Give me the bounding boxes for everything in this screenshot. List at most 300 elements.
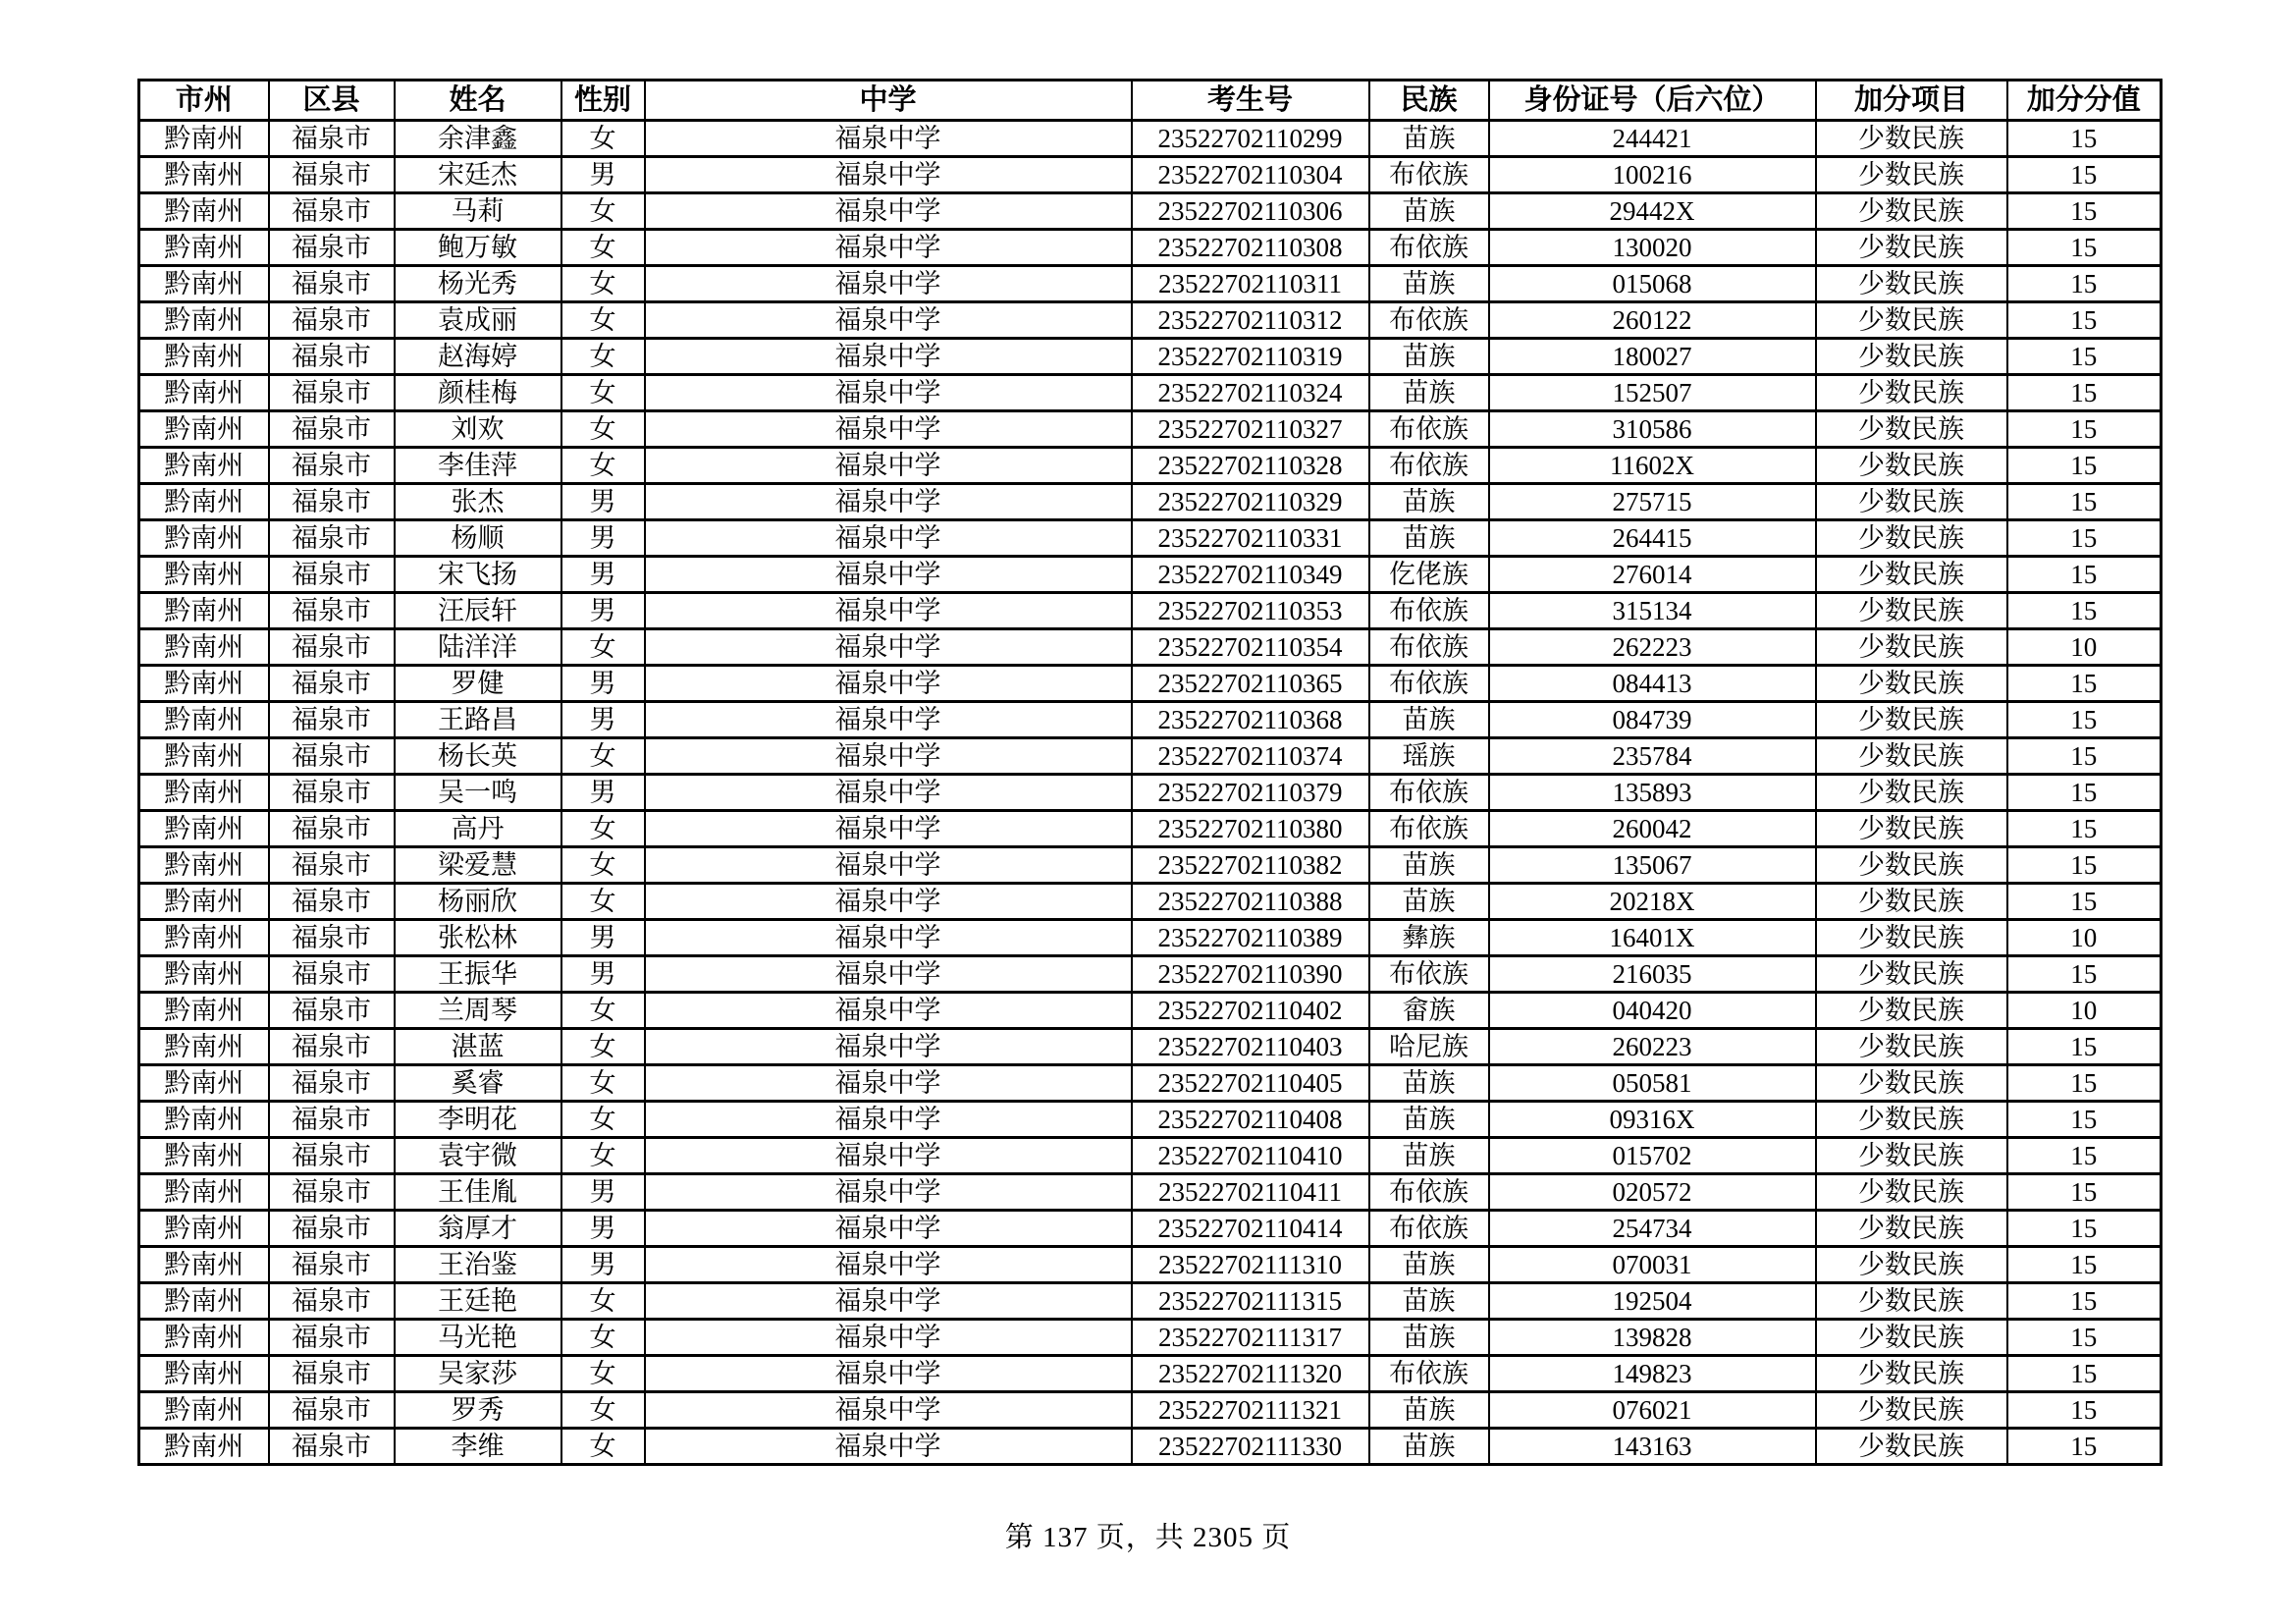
cell-prefecture: 黔南州 <box>139 557 269 593</box>
cell-gender: 女 <box>561 448 645 484</box>
cell-candidate-number: 23522702110304 <box>1132 157 1369 193</box>
cell-ethnicity: 苗族 <box>1369 1320 1489 1356</box>
cell-county: 福泉市 <box>269 339 395 375</box>
cell-student-name: 吴家莎 <box>395 1356 561 1392</box>
cell-bonus-points: 15 <box>2007 1138 2162 1174</box>
cell-id-last-six: 192504 <box>1489 1283 1816 1320</box>
cell-bonus-item: 少数民族 <box>1816 956 2007 993</box>
cell-prefecture: 黔南州 <box>139 738 269 775</box>
cell-candidate-number: 23522702111317 <box>1132 1320 1369 1356</box>
table-row <box>139 448 2162 484</box>
cell-ethnicity: 苗族 <box>1369 193 1489 230</box>
cell-prefecture: 黔南州 <box>139 920 269 956</box>
cell-bonus-points: 15 <box>2007 1065 2162 1102</box>
column-header-gender: 性别 <box>561 81 645 121</box>
cell-ethnicity: 布依族 <box>1369 593 1489 629</box>
cell-gender: 女 <box>561 1356 645 1392</box>
cell-gender: 女 <box>561 411 645 448</box>
cell-ethnicity: 苗族 <box>1369 1392 1489 1429</box>
cell-gender: 女 <box>561 230 645 266</box>
table-row <box>139 1356 2162 1392</box>
cell-bonus-item: 少数民族 <box>1816 375 2007 411</box>
cell-student-name: 鲍万敏 <box>395 230 561 266</box>
cell-county: 福泉市 <box>269 520 395 557</box>
cell-ethnicity: 布依族 <box>1369 157 1489 193</box>
cell-ethnicity: 布依族 <box>1369 775 1489 811</box>
cell-bonus-item: 少数民族 <box>1816 1102 2007 1138</box>
cell-bonus-item: 少数民族 <box>1816 666 2007 702</box>
cell-prefecture: 黔南州 <box>139 956 269 993</box>
cell-student-name: 宋廷杰 <box>395 157 561 193</box>
cell-bonus-points: 15 <box>2007 1356 2162 1392</box>
cell-prefecture: 黔南州 <box>139 1174 269 1211</box>
cell-county: 福泉市 <box>269 1102 395 1138</box>
cell-id-last-six: 244421 <box>1489 121 1816 157</box>
cell-school: 福泉中学 <box>645 884 1132 920</box>
table-row <box>139 484 2162 520</box>
cell-student-name: 李佳萍 <box>395 448 561 484</box>
cell-prefecture: 黔南州 <box>139 266 269 302</box>
cell-id-last-six: 315134 <box>1489 593 1816 629</box>
cell-ethnicity: 布依族 <box>1369 1356 1489 1392</box>
cell-bonus-item: 少数民族 <box>1816 1211 2007 1247</box>
table-row <box>139 884 2162 920</box>
column-header-candidate-number: 考生号 <box>1132 81 1369 121</box>
cell-prefecture: 黔南州 <box>139 993 269 1029</box>
cell-student-name: 王振华 <box>395 956 561 993</box>
cell-ethnicity: 苗族 <box>1369 884 1489 920</box>
cell-id-last-six: 235784 <box>1489 738 1816 775</box>
table-row <box>139 593 2162 629</box>
cell-id-last-six: 015702 <box>1489 1138 1816 1174</box>
cell-county: 福泉市 <box>269 193 395 230</box>
cell-id-last-six: 20218X <box>1489 884 1816 920</box>
cell-gender: 男 <box>561 557 645 593</box>
cell-id-last-six: 100216 <box>1489 157 1816 193</box>
cell-bonus-item: 少数民族 <box>1816 1138 2007 1174</box>
cell-id-last-six: 040420 <box>1489 993 1816 1029</box>
cell-gender: 女 <box>561 738 645 775</box>
cell-student-name: 湛蓝 <box>395 1029 561 1065</box>
cell-county: 福泉市 <box>269 956 395 993</box>
cell-county: 福泉市 <box>269 811 395 847</box>
cell-bonus-item: 少数民族 <box>1816 738 2007 775</box>
cell-candidate-number: 23522702110405 <box>1132 1065 1369 1102</box>
cell-id-last-six: 135893 <box>1489 775 1816 811</box>
cell-student-name: 翁厚才 <box>395 1211 561 1247</box>
cell-gender: 女 <box>561 629 645 666</box>
cell-ethnicity: 仡佬族 <box>1369 557 1489 593</box>
cell-bonus-item: 少数民族 <box>1816 629 2007 666</box>
cell-prefecture: 黔南州 <box>139 702 269 738</box>
table-row <box>139 666 2162 702</box>
cell-id-last-six: 076021 <box>1489 1392 1816 1429</box>
cell-bonus-item: 少数民族 <box>1816 1392 2007 1429</box>
cell-bonus-item: 少数民族 <box>1816 448 2007 484</box>
cell-school: 福泉中学 <box>645 1247 1132 1283</box>
table-row <box>139 121 2162 157</box>
cell-ethnicity: 苗族 <box>1369 1065 1489 1102</box>
cell-ethnicity: 布依族 <box>1369 811 1489 847</box>
cell-bonus-item: 少数民族 <box>1816 920 2007 956</box>
cell-county: 福泉市 <box>269 884 395 920</box>
cell-prefecture: 黔南州 <box>139 1320 269 1356</box>
cell-bonus-item: 少数民族 <box>1816 993 2007 1029</box>
cell-county: 福泉市 <box>269 484 395 520</box>
table-row <box>139 1429 2162 1465</box>
cell-gender: 男 <box>561 1174 645 1211</box>
cell-prefecture: 黔南州 <box>139 121 269 157</box>
cell-student-name: 杨顺 <box>395 520 561 557</box>
cell-bonus-item: 少数民族 <box>1816 157 2007 193</box>
cell-candidate-number: 23522702110353 <box>1132 593 1369 629</box>
cell-id-last-six: 015068 <box>1489 266 1816 302</box>
cell-candidate-number: 23522702110379 <box>1132 775 1369 811</box>
cell-school: 福泉中学 <box>645 593 1132 629</box>
cell-bonus-points: 15 <box>2007 1429 2162 1465</box>
cell-school: 福泉中学 <box>645 1029 1132 1065</box>
cell-county: 福泉市 <box>269 1211 395 1247</box>
cell-prefecture: 黔南州 <box>139 775 269 811</box>
cell-gender: 男 <box>561 593 645 629</box>
cell-id-last-six: 254734 <box>1489 1211 1816 1247</box>
cell-school: 福泉中学 <box>645 230 1132 266</box>
cell-bonus-item: 少数民族 <box>1816 1029 2007 1065</box>
cell-id-last-six: 070031 <box>1489 1247 1816 1283</box>
cell-gender: 女 <box>561 1138 645 1174</box>
column-header-prefecture: 市州 <box>139 81 269 121</box>
cell-prefecture: 黔南州 <box>139 1138 269 1174</box>
cell-id-last-six: 276014 <box>1489 557 1816 593</box>
cell-school: 福泉中学 <box>645 302 1132 339</box>
cell-id-last-six: 180027 <box>1489 339 1816 375</box>
cell-candidate-number: 23522702110388 <box>1132 884 1369 920</box>
cell-gender: 女 <box>561 302 645 339</box>
cell-id-last-six: 216035 <box>1489 956 1816 993</box>
cell-county: 福泉市 <box>269 157 395 193</box>
cell-bonus-points: 15 <box>2007 1174 2162 1211</box>
cell-county: 福泉市 <box>269 920 395 956</box>
cell-ethnicity: 苗族 <box>1369 520 1489 557</box>
cell-student-name: 张杰 <box>395 484 561 520</box>
cell-bonus-item: 少数民族 <box>1816 557 2007 593</box>
cell-gender: 男 <box>561 484 645 520</box>
cell-prefecture: 黔南州 <box>139 1247 269 1283</box>
cell-bonus-item: 少数民族 <box>1816 1283 2007 1320</box>
cell-bonus-points: 15 <box>2007 339 2162 375</box>
cell-bonus-item: 少数民族 <box>1816 1320 2007 1356</box>
cell-county: 福泉市 <box>269 448 395 484</box>
cell-county: 福泉市 <box>269 1029 395 1065</box>
cell-school: 福泉中学 <box>645 520 1132 557</box>
cell-school: 福泉中学 <box>645 666 1132 702</box>
cell-gender: 女 <box>561 1102 645 1138</box>
cell-bonus-item: 少数民族 <box>1816 702 2007 738</box>
cell-student-name: 颜桂梅 <box>395 375 561 411</box>
cell-school: 福泉中学 <box>645 993 1132 1029</box>
cell-school: 福泉中学 <box>645 1392 1132 1429</box>
cell-bonus-item: 少数民族 <box>1816 411 2007 448</box>
table-row <box>139 1102 2162 1138</box>
table-row <box>139 847 2162 884</box>
page-number-footer: 第 137 页，共 2305 页 <box>1004 1522 1292 1553</box>
table-row <box>139 956 2162 993</box>
cell-ethnicity: 苗族 <box>1369 339 1489 375</box>
cell-prefecture: 黔南州 <box>139 847 269 884</box>
cell-school: 福泉中学 <box>645 702 1132 738</box>
cell-county: 福泉市 <box>269 1065 395 1102</box>
cell-student-name: 高丹 <box>395 811 561 847</box>
cell-student-name: 宋飞扬 <box>395 557 561 593</box>
cell-bonus-points: 15 <box>2007 666 2162 702</box>
cell-bonus-points: 15 <box>2007 411 2162 448</box>
cell-candidate-number: 23522702110410 <box>1132 1138 1369 1174</box>
cell-id-last-six: 149823 <box>1489 1356 1816 1392</box>
cell-ethnicity: 瑶族 <box>1369 738 1489 775</box>
cell-id-last-six: 050581 <box>1489 1065 1816 1102</box>
column-header-student-name: 姓名 <box>395 81 561 121</box>
cell-prefecture: 黔南州 <box>139 230 269 266</box>
cell-ethnicity: 布依族 <box>1369 1211 1489 1247</box>
cell-school: 福泉中学 <box>645 448 1132 484</box>
cell-candidate-number: 23522702110349 <box>1132 557 1369 593</box>
cell-student-name: 余津鑫 <box>395 121 561 157</box>
cell-gender: 女 <box>561 193 645 230</box>
cell-gender: 男 <box>561 920 645 956</box>
cell-school: 福泉中学 <box>645 1429 1132 1465</box>
cell-bonus-item: 少数民族 <box>1816 593 2007 629</box>
cell-prefecture: 黔南州 <box>139 1283 269 1320</box>
cell-gender: 男 <box>561 1211 645 1247</box>
cell-bonus-points: 10 <box>2007 993 2162 1029</box>
cell-candidate-number: 23522702111330 <box>1132 1429 1369 1465</box>
cell-bonus-points: 15 <box>2007 557 2162 593</box>
cell-gender: 男 <box>561 1247 645 1283</box>
cell-gender: 女 <box>561 266 645 302</box>
cell-gender: 男 <box>561 775 645 811</box>
cell-county: 福泉市 <box>269 230 395 266</box>
cell-bonus-points: 15 <box>2007 738 2162 775</box>
table-row <box>139 629 2162 666</box>
cell-student-name: 杨长英 <box>395 738 561 775</box>
cell-candidate-number: 23522702110389 <box>1132 920 1369 956</box>
cell-school: 福泉中学 <box>645 157 1132 193</box>
cell-id-last-six: 09316X <box>1489 1102 1816 1138</box>
cell-gender: 女 <box>561 121 645 157</box>
cell-id-last-six: 143163 <box>1489 1429 1816 1465</box>
cell-county: 福泉市 <box>269 847 395 884</box>
cell-prefecture: 黔南州 <box>139 484 269 520</box>
cell-student-name: 袁宇微 <box>395 1138 561 1174</box>
cell-candidate-number: 23522702110414 <box>1132 1211 1369 1247</box>
cell-student-name: 王佳胤 <box>395 1174 561 1211</box>
cell-bonus-points: 15 <box>2007 884 2162 920</box>
cell-candidate-number: 23522702111315 <box>1132 1283 1369 1320</box>
cell-bonus-item: 少数民族 <box>1816 1429 2007 1465</box>
cell-ethnicity: 苗族 <box>1369 1138 1489 1174</box>
cell-candidate-number: 23522702111320 <box>1132 1356 1369 1392</box>
cell-student-name: 李明花 <box>395 1102 561 1138</box>
cell-student-name: 陆洋洋 <box>395 629 561 666</box>
cell-school: 福泉中学 <box>645 1102 1132 1138</box>
cell-gender: 女 <box>561 993 645 1029</box>
cell-student-name: 王廷艳 <box>395 1283 561 1320</box>
cell-bonus-points: 15 <box>2007 1247 2162 1283</box>
cell-gender: 女 <box>561 339 645 375</box>
table-row <box>139 1392 2162 1429</box>
cell-ethnicity: 布依族 <box>1369 956 1489 993</box>
table-row <box>139 1174 2162 1211</box>
cell-gender: 女 <box>561 375 645 411</box>
cell-ethnicity: 布依族 <box>1369 411 1489 448</box>
cell-bonus-item: 少数民族 <box>1816 1247 2007 1283</box>
cell-candidate-number: 23522702110311 <box>1132 266 1369 302</box>
cell-school: 福泉中学 <box>645 1174 1132 1211</box>
cell-bonus-item: 少数民族 <box>1816 811 2007 847</box>
cell-ethnicity: 布依族 <box>1369 666 1489 702</box>
cell-bonus-points: 15 <box>2007 1211 2162 1247</box>
cell-prefecture: 黔南州 <box>139 302 269 339</box>
cell-id-last-six: 29442X <box>1489 193 1816 230</box>
table-row <box>139 920 2162 956</box>
cell-id-last-six: 260042 <box>1489 811 1816 847</box>
table-row <box>139 993 2162 1029</box>
cell-bonus-points: 15 <box>2007 847 2162 884</box>
cell-county: 福泉市 <box>269 121 395 157</box>
cell-county: 福泉市 <box>269 1320 395 1356</box>
cell-school: 福泉中学 <box>645 775 1132 811</box>
cell-bonus-points: 15 <box>2007 520 2162 557</box>
cell-ethnicity: 苗族 <box>1369 1283 1489 1320</box>
cell-id-last-six: 260223 <box>1489 1029 1816 1065</box>
cell-gender: 女 <box>561 1320 645 1356</box>
cell-candidate-number: 23522702110329 <box>1132 484 1369 520</box>
column-header-ethnicity: 民族 <box>1369 81 1489 121</box>
cell-id-last-six: 084413 <box>1489 666 1816 702</box>
cell-bonus-points: 15 <box>2007 775 2162 811</box>
cell-candidate-number: 23522702111310 <box>1132 1247 1369 1283</box>
cell-ethnicity: 彝族 <box>1369 920 1489 956</box>
cell-id-last-six: 084739 <box>1489 702 1816 738</box>
column-header-id-last-six: 身份证号（后六位） <box>1489 81 1816 121</box>
cell-student-name: 奚睿 <box>395 1065 561 1102</box>
cell-candidate-number: 23522702110365 <box>1132 666 1369 702</box>
cell-school: 福泉中学 <box>645 1211 1132 1247</box>
cell-bonus-points: 15 <box>2007 1283 2162 1320</box>
cell-bonus-item: 少数民族 <box>1816 339 2007 375</box>
table-row <box>139 1247 2162 1283</box>
cell-county: 福泉市 <box>269 557 395 593</box>
cell-ethnicity: 苗族 <box>1369 1247 1489 1283</box>
cell-prefecture: 黔南州 <box>139 629 269 666</box>
cell-county: 福泉市 <box>269 593 395 629</box>
cell-ethnicity: 苗族 <box>1369 121 1489 157</box>
cell-bonus-points: 15 <box>2007 302 2162 339</box>
table-row <box>139 302 2162 339</box>
cell-school: 福泉中学 <box>645 1138 1132 1174</box>
cell-school: 福泉中学 <box>645 738 1132 775</box>
cell-prefecture: 黔南州 <box>139 1065 269 1102</box>
bonus-points-roster-table <box>137 79 2163 1466</box>
cell-county: 福泉市 <box>269 993 395 1029</box>
cell-school: 福泉中学 <box>645 375 1132 411</box>
cell-ethnicity: 苗族 <box>1369 375 1489 411</box>
cell-candidate-number: 23522702110374 <box>1132 738 1369 775</box>
cell-id-last-six: 260122 <box>1489 302 1816 339</box>
cell-school: 福泉中学 <box>645 847 1132 884</box>
cell-school: 福泉中学 <box>645 629 1132 666</box>
cell-ethnicity: 布依族 <box>1369 302 1489 339</box>
cell-gender: 男 <box>561 702 645 738</box>
cell-candidate-number: 23522702111321 <box>1132 1392 1369 1429</box>
cell-student-name: 刘欢 <box>395 411 561 448</box>
cell-ethnicity: 苗族 <box>1369 1429 1489 1465</box>
cell-county: 福泉市 <box>269 302 395 339</box>
cell-bonus-item: 少数民族 <box>1816 302 2007 339</box>
cell-student-name: 袁成丽 <box>395 302 561 339</box>
cell-prefecture: 黔南州 <box>139 157 269 193</box>
cell-candidate-number: 23522702110354 <box>1132 629 1369 666</box>
cell-bonus-item: 少数民族 <box>1816 266 2007 302</box>
cell-gender: 女 <box>561 1283 645 1320</box>
cell-bonus-points: 15 <box>2007 484 2162 520</box>
cell-student-name: 梁爱慧 <box>395 847 561 884</box>
cell-bonus-points: 15 <box>2007 193 2162 230</box>
cell-prefecture: 黔南州 <box>139 593 269 629</box>
cell-student-name: 兰周琴 <box>395 993 561 1029</box>
header-row <box>139 81 2162 121</box>
cell-id-last-six: 262223 <box>1489 629 1816 666</box>
table-row <box>139 1065 2162 1102</box>
cell-gender: 女 <box>561 1029 645 1065</box>
cell-county: 福泉市 <box>269 1174 395 1211</box>
cell-candidate-number: 23522702110382 <box>1132 847 1369 884</box>
cell-school: 福泉中学 <box>645 193 1132 230</box>
cell-county: 福泉市 <box>269 1392 395 1429</box>
cell-candidate-number: 23522702110327 <box>1132 411 1369 448</box>
cell-ethnicity: 苗族 <box>1369 1102 1489 1138</box>
cell-ethnicity: 哈尼族 <box>1369 1029 1489 1065</box>
cell-bonus-points: 10 <box>2007 629 2162 666</box>
cell-prefecture: 黔南州 <box>139 375 269 411</box>
column-header-bonus-points: 加分分值 <box>2007 81 2162 121</box>
table-row <box>139 520 2162 557</box>
cell-bonus-points: 15 <box>2007 375 2162 411</box>
cell-school: 福泉中学 <box>645 811 1132 847</box>
cell-prefecture: 黔南州 <box>139 1356 269 1392</box>
cell-prefecture: 黔南州 <box>139 448 269 484</box>
cell-gender: 女 <box>561 811 645 847</box>
cell-bonus-points: 15 <box>2007 593 2162 629</box>
table-row <box>139 1138 2162 1174</box>
table-row <box>139 411 2162 448</box>
cell-ethnicity: 苗族 <box>1369 702 1489 738</box>
cell-bonus-points: 15 <box>2007 1320 2162 1356</box>
cell-ethnicity: 苗族 <box>1369 484 1489 520</box>
cell-bonus-item: 少数民族 <box>1816 121 2007 157</box>
cell-ethnicity: 布依族 <box>1369 448 1489 484</box>
cell-bonus-points: 15 <box>2007 230 2162 266</box>
cell-bonus-item: 少数民族 <box>1816 230 2007 266</box>
cell-candidate-number: 23522702110408 <box>1132 1102 1369 1138</box>
cell-gender: 男 <box>561 157 645 193</box>
cell-ethnicity: 布依族 <box>1369 629 1489 666</box>
cell-school: 福泉中学 <box>645 1283 1132 1320</box>
table-row <box>139 702 2162 738</box>
cell-candidate-number: 23522702110312 <box>1132 302 1369 339</box>
cell-bonus-item: 少数民族 <box>1816 484 2007 520</box>
cell-county: 福泉市 <box>269 1356 395 1392</box>
